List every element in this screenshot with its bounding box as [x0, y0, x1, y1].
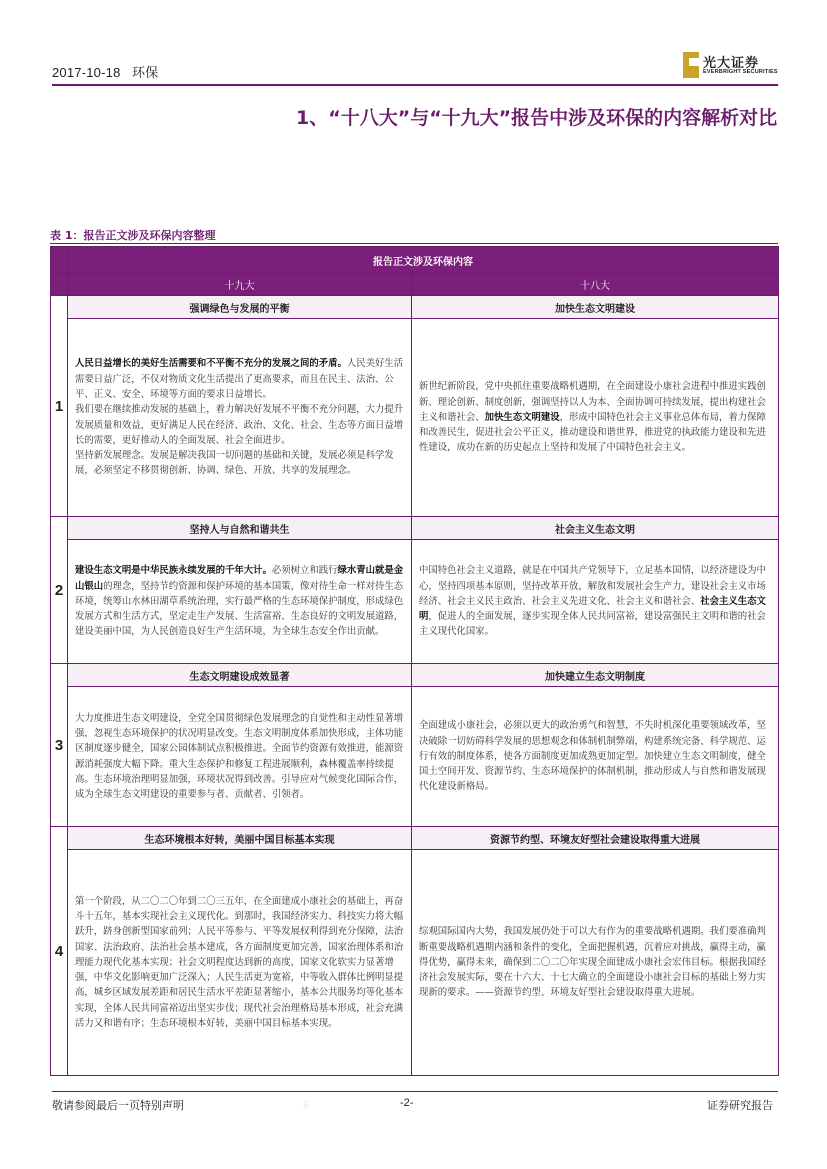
left-text-b: 的理念，坚持节约资源和保护环境的基本国策，像对待生命一样对待生态环境，统筹山水林田湖草系统治理，实行最严格的生态环境保护制度，形成绿色发展方式和生活方式，坚定走生产发展、生活富裕、生态良好的文明发展道路，建设美丽中国，为人民创造良好生产生活环境，为全球生态安全作出贡献。: [75, 580, 404, 638]
caption-divider: [50, 243, 778, 244]
footer-divider: [52, 1091, 778, 1092]
report-sector: 环保: [131, 65, 159, 80]
right-text: 全面建成小康社会，必须以更大的政治勇气和智慧，不失时机深化重要领域改革，坚决破除一切妨碍科学发展的思想观念和体制机制弊端，构建系统完备、科学规范、运行有效的制度体系，使各方面制度更加成熟更加定型。加快建立生态文明制度，健全国土空间开发、资源节约、生态环境保护的体制机制，推动形成人与自然和谐发展现代化建设新格局。: [419, 720, 766, 793]
footer-report-type: 证券研究报告: [707, 1099, 773, 1112]
right-text-a: 中国特色社会主义道路，就是在中国共产党领导下，立足基本国情，以经济建设为中心，坚持四项基本原则，坚持改革开放，解放和发展社会生产力，建设社会主义市场经济、社会主义民主政治、社会主义先进文化、社会主义和谐社会、: [419, 565, 766, 607]
right-bold-text: 加快生态文明建设: [484, 411, 560, 423]
row-left-content: [68, 319, 412, 517]
row-right-title: 加快生态文明建设: [412, 296, 779, 319]
table-caption: 表 1：报告正文涉及环保内容整理: [50, 229, 216, 242]
left-text-a: 必须树立和践行: [271, 565, 338, 577]
row-right-content: [412, 850, 779, 1076]
left-text-3: 坚持新发展理念。发展是解决我国一切问题的基础和关键，发展必须是科学发展，必须坚定不移贯彻创新、协调、绿色、开放、共享的发展理念。: [75, 450, 394, 477]
page-number: -2-: [400, 1097, 414, 1109]
row-right-title: 加快建立生态文明制度: [412, 664, 779, 687]
row-number: 3: [51, 664, 68, 827]
row-number: 1: [51, 296, 68, 517]
right-text-b: ，形成中国特色社会主义事业总体布局，着力保障和改善民生，促进社会公平正义，推动建设和谐世界，推进党的执政能力建设和先进性建设，成功在新的历史起点上坚持和发展了中国特色社会主义。: [419, 411, 766, 454]
footer-watermark: 卡: [300, 1099, 311, 1112]
left-bold-text-2: 绿水青山就是金山银山: [75, 565, 404, 592]
table-corner-2: [51, 274, 68, 296]
column-header-18th: 十八大: [412, 274, 779, 296]
row-number: 4: [51, 827, 68, 1076]
column-header-19th: 十九大: [68, 274, 412, 296]
header-divider: [52, 84, 778, 86]
row-number: 2: [51, 517, 68, 664]
company-logo: [683, 52, 779, 78]
right-text: 综观国际国内大势，我国发展仍处于可以大有作为的重要战略机遇期。我们要准确判断重要战略机遇期内涵和条件的变化，全面把握机遇，沉着应对挑战，赢得主动，赢得优势，赢得未来，确保到二〇二〇年实现全面建成小康社会宏伟目标。根据我国经济社会发展实际，要在十六大、十七大确立的全面建设小康社会目标的基础上努力实现新的要求。——资源节约型、环境友好型社会建设取得重大进展。: [419, 926, 766, 999]
logo-chinese-name: 光大证券: [703, 56, 760, 71]
comparison-table: [50, 246, 779, 1076]
row-left-title: 强调绿色与发展的平衡: [68, 296, 412, 319]
left-text: 第一个阶段，从二〇二〇年到二〇三五年，在全面建成小康社会的基础上，再奋斗十五年，基本实现社会主义现代化。到那时，我国经济实力、科技实力将大幅跃升，跻身创新型国家前列；人民平等参与、平等发展权利得到充分保障，法治国家、法治政府、法治社会基本建成，各方面制度更加完善，国家治理体系和治理能力现代化基本实现；社会文明程度达到新的高度，国家文化软实力显著增强，中华文化影响更加广泛深入；人民生活更为宽裕，中等收入群体比例明显提高，城乡区域发展差距和居民生活水平差距显著缩小，基本公共服务均等化基本实现，全体人民共同富裕迈出坚实步伐；现代社会治理格局基本形成，社会充满活力又和谐有序；生态环境根本好转，美丽中国目标基本实现。: [75, 895, 404, 1030]
row-left-content: [68, 687, 412, 827]
report-date: 2017-10-18: [52, 65, 121, 80]
section-title: 1、“十八大”与“十九大”报告中涉及环保的内容解析对比: [296, 107, 778, 129]
row-left-title: 生态环境根本好转，美丽中国目标基本实现: [68, 827, 412, 850]
left-text: 大力度推进生态文明建设，全党全国贯彻绿色发展理念的自觉性和主动性显著增强，忽视生态环境保护的状况明显改变。生态文明制度体系加快形成，主体功能区制度逐步健全，国家公园体制试点积极推进。全面节约资源有效推进，能源资源消耗强度大幅下降。重大生态保护和修复工程进展顺利，森林覆盖率持续提高。生态环境治理明显加强，环境状况得到改善。引导应对气候变化国际合作，成为全球生态文明建设的重要参与者、贡献者、引领者。: [75, 712, 404, 801]
row-left-title: 坚持人与自然和谐共生: [68, 517, 412, 540]
left-text: 人民美好生活需要日益广泛，不仅对物质文化生活提出了更高要求，而且在民主、法治、公平、正义、安全、环境等方面的要求日益增长。: [75, 358, 404, 400]
report-date-sector: [52, 62, 158, 81]
left-bold-text: 人民日益增长的美好生活需要和不平衡不充分的发展之间的矛盾。: [75, 358, 347, 370]
left-bold-text: 建设生态文明是中华民族永续发展的千年大计。: [75, 565, 272, 577]
row-right-content: [412, 540, 779, 664]
logo-english-name: EVERBRIGHT SECURITIES: [703, 69, 778, 75]
row-left-content: [68, 540, 412, 664]
logo-mark-icon: [683, 52, 699, 78]
footer-disclaimer: 敬请参阅最后一页特别声明: [52, 1099, 184, 1112]
right-text-a: 新世纪新阶段，党中央抓住重要战略机遇期，在全面建设小康社会进程中推进实践创新、理论创新、制度创新，强调坚持以人为本、全面协调可持续发展，提出构建社会主义和谐社会、: [419, 381, 766, 423]
row-right-title: 社会主义生态文明: [412, 517, 779, 540]
row-right-content: [412, 687, 779, 827]
left-text-2: 我们要在继续推动发展的基础上，着力解决好发展不平衡不充分问题，大力提升发展质量和效益，更好满足人民在经济、政治、文化、社会、生态等方面日益增长的需要，更好推动人的全面发展、社会全面进步。: [75, 404, 404, 446]
row-right-title: 资源节约型、环境友好型社会建设取得重大进展: [412, 827, 779, 850]
right-bold-text: 社会主义生态文明: [419, 595, 766, 623]
row-left-content: [68, 850, 412, 1076]
table-top-header: 报告正文涉及环保内容: [68, 247, 779, 274]
row-right-content: [412, 319, 779, 517]
right-text-b: ，促进人的全面发展，逐步实现全体人民共同富裕，建设富强民主文明和谐的社会主义现代化国家。: [419, 611, 766, 638]
row-left-title: 生态文明建设成效显著: [68, 664, 412, 687]
table-corner: [51, 247, 68, 274]
